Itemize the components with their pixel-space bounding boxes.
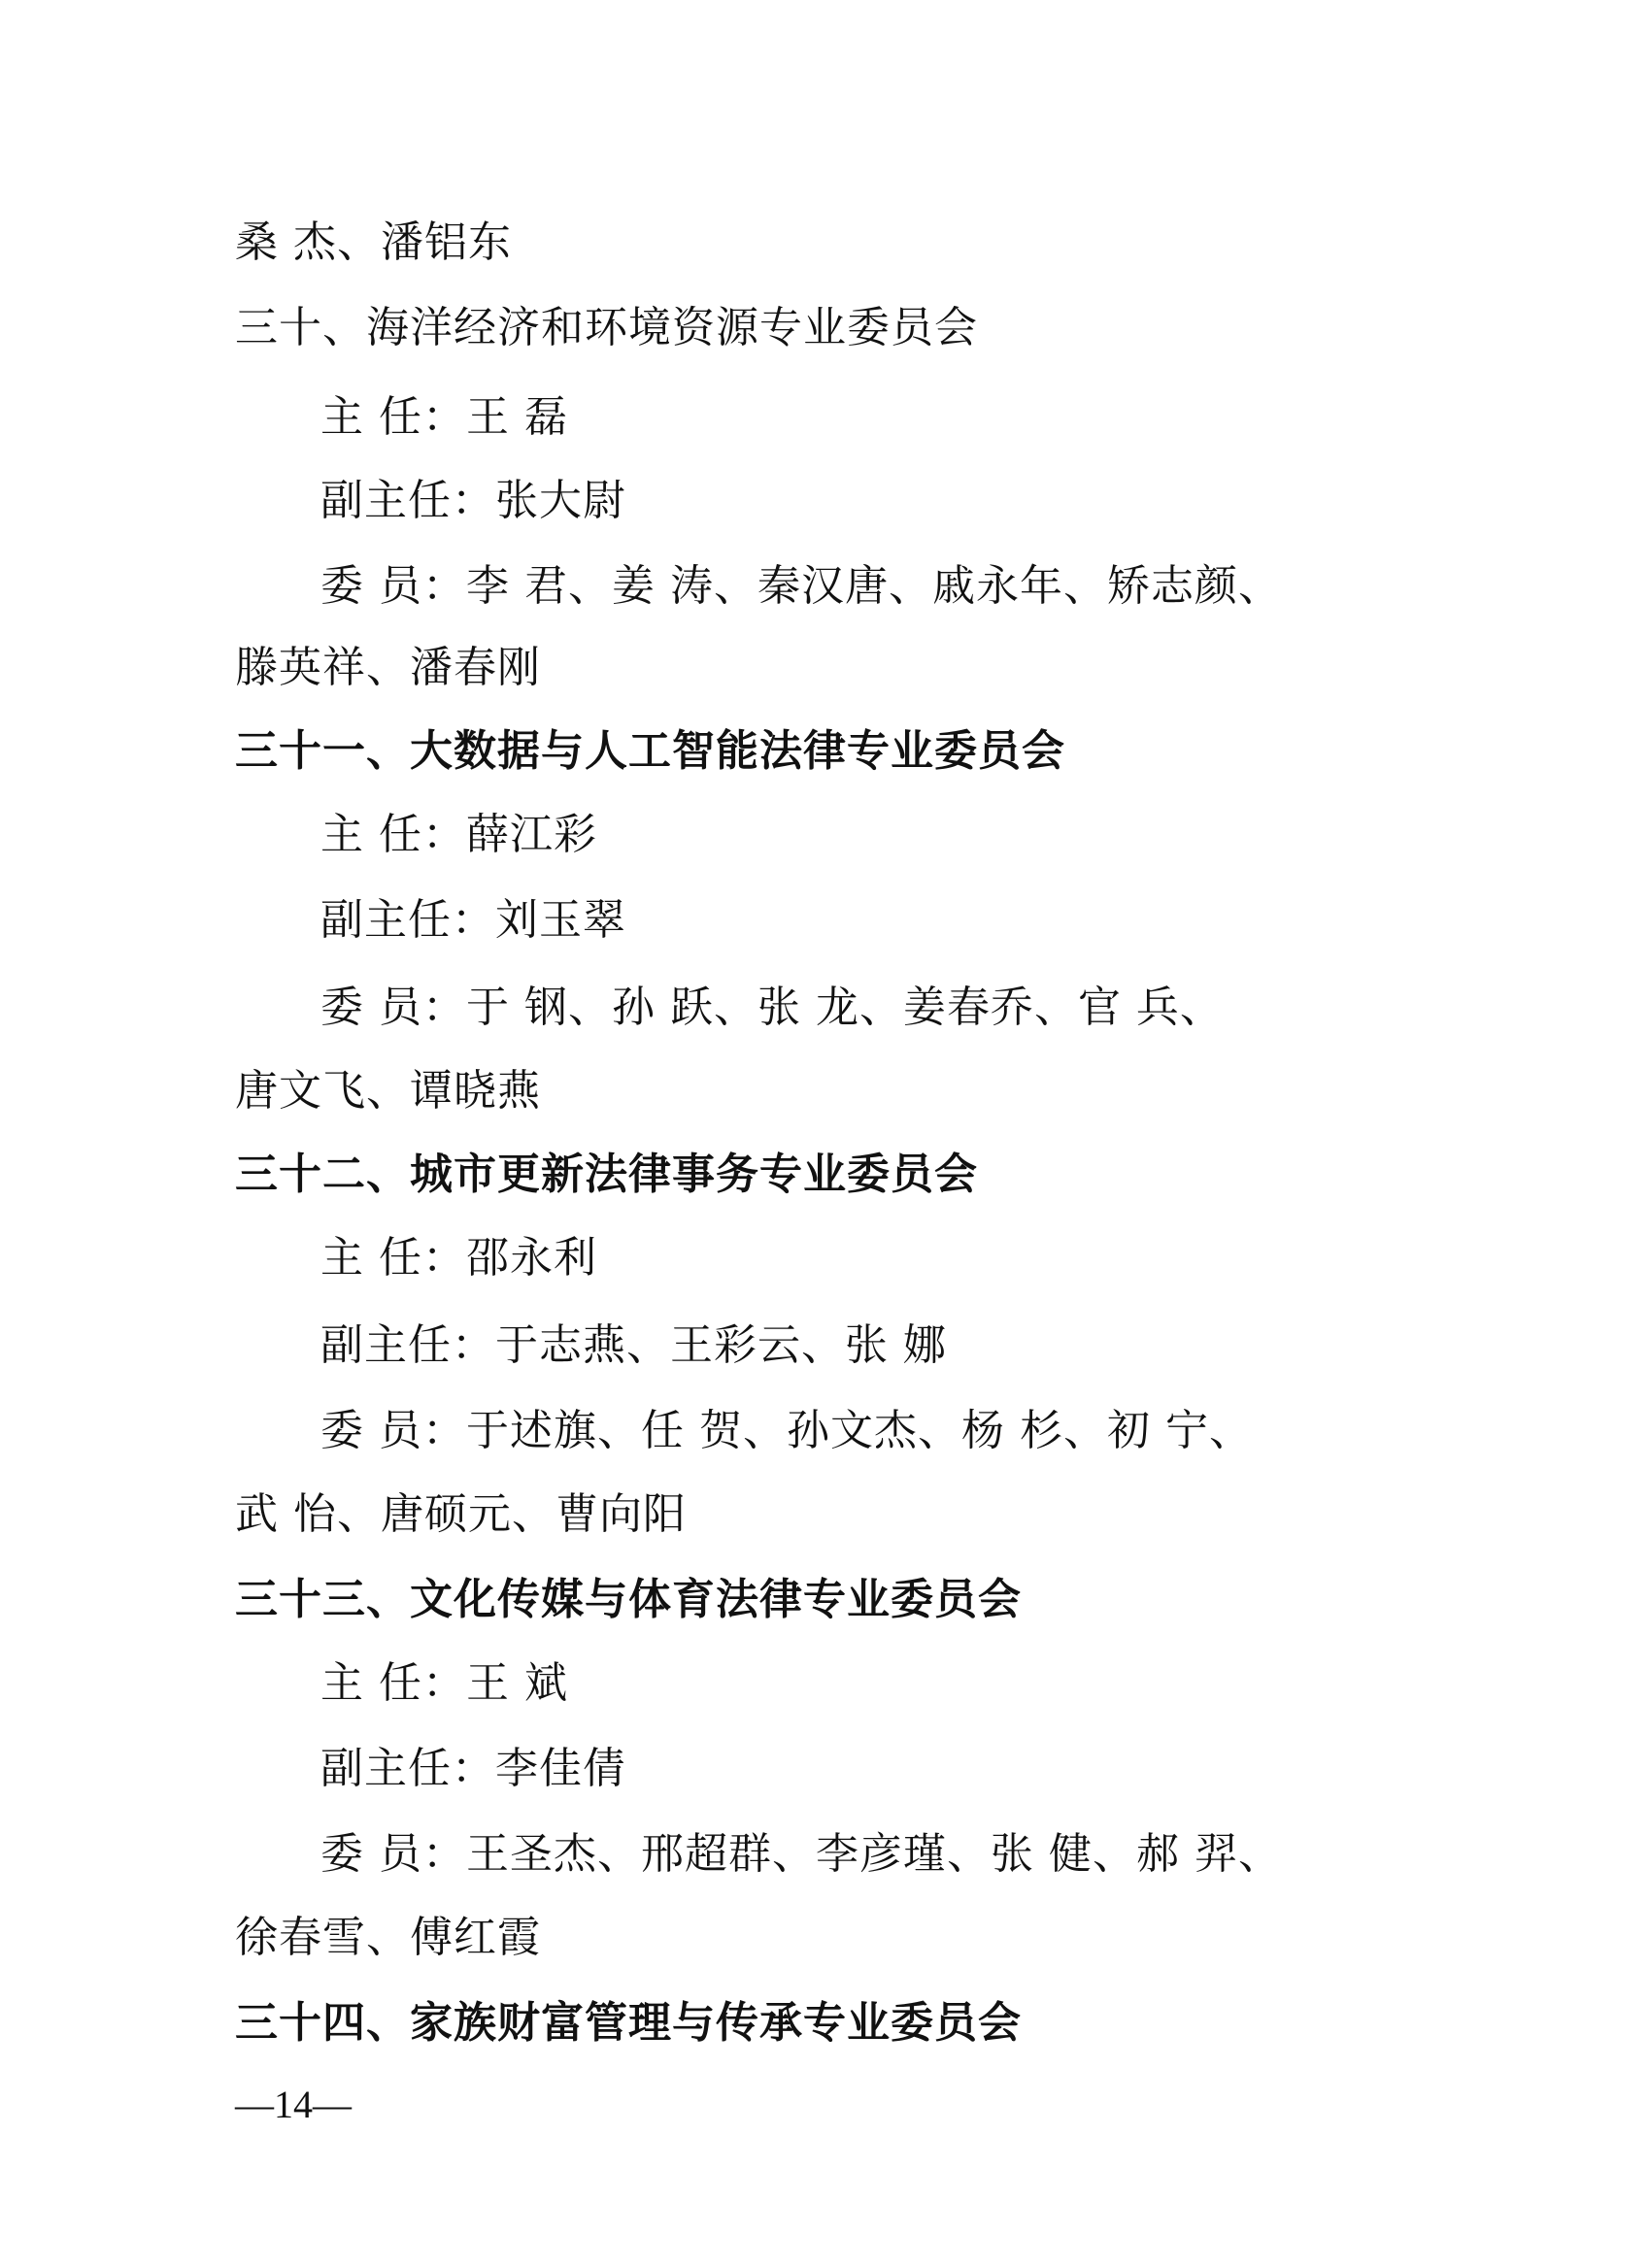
member-list-continuation: 徐春雪、傅红霞 — [235, 1913, 541, 1962]
deputy-director-line: 副主任：于志燕、王彩云、张 娜 — [320, 1320, 947, 1370]
committee-heading-31: 三十一、大数据与人工智能法律专业委员会 — [235, 726, 1065, 776]
committee-heading-30: 三十、海洋经济和环境资源专业委员会 — [235, 303, 978, 352]
deputy-director-line: 副主任：张大尉 — [320, 476, 626, 525]
page-number: —14— — [235, 2083, 352, 2126]
committee-heading-33: 三十三、文化传媒与体育法律专业委员会 — [235, 1575, 1022, 1624]
deputy-director-line: 副主任：刘玉翠 — [320, 895, 626, 945]
member-list-continuation: 唐文飞、谭晓燕 — [235, 1066, 541, 1116]
director-line: 主 任：王 斌 — [320, 1658, 568, 1708]
members-line: 委 员：李 君、姜 涛、秦汉唐、戚永年、矫志颜、 — [320, 561, 1282, 611]
member-list-continuation: 武 怡、唐硕元、曹向阳 — [235, 1489, 687, 1539]
members-line: 委 员：于述旗、任 贺、孙文杰、杨 杉、初 宁、 — [320, 1406, 1253, 1455]
member-list-continuation: 桑 杰、潘铝东 — [235, 217, 512, 267]
deputy-director-line: 副主任：李佳倩 — [320, 1744, 626, 1793]
committee-heading-32: 三十二、城市更新法律事务专业委员会 — [235, 1150, 978, 1199]
member-list-continuation: 滕英祥、潘春刚 — [235, 643, 541, 692]
director-line: 主 任：薛江彩 — [320, 810, 597, 859]
members-line: 委 员：王圣杰、邢超群、李彦瑾、张 健、郝 羿、 — [320, 1829, 1282, 1879]
director-line: 主 任：王 磊 — [320, 392, 568, 442]
director-line: 主 任：邵永利 — [320, 1233, 597, 1283]
members-line: 委 员：于 钢、孙 跃、张 龙、姜春乔、官 兵、 — [320, 983, 1224, 1032]
committee-heading-34: 三十四、家族财富管理与传承专业委员会 — [235, 1998, 1022, 2048]
